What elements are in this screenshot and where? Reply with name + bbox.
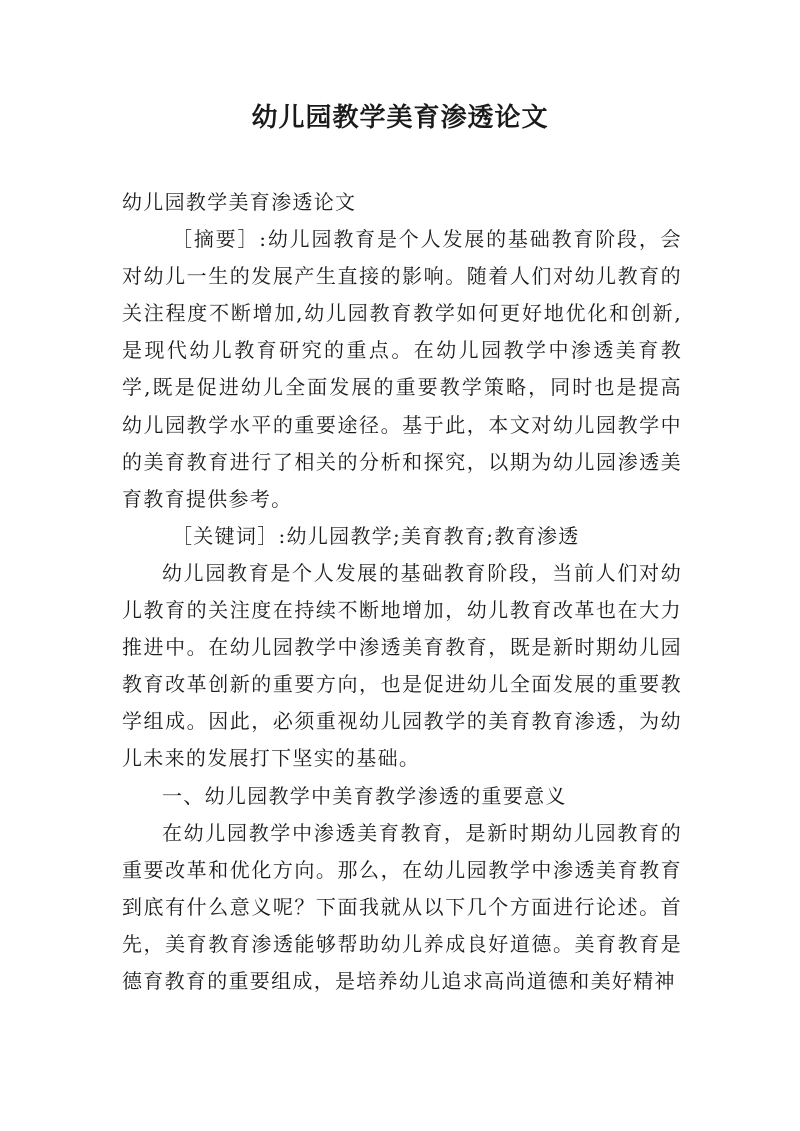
keywords-paragraph: ［关键词］:幼儿园教学;美育教育;教育渗透 bbox=[172, 523, 580, 548]
abstract-paragraph: ［摘要］:幼儿园教育是个人发展的基础教育阶段，会对幼儿一生的发展产生直接的影响。随着人们对幼儿教育的关注程度不断增加,幼儿园教育教学如何更好地优化和创新,是现代幼儿教育研究的重点。在幼儿园教学中渗透美育教学,既是促进幼儿全面发展的重要教学策略，同时也是提高幼儿园教学水平的重要途径。基于此，本文对幼儿园教学中的美育教育进行了相关的分析和探究，以期为幼儿园渗透美育教育提供参考。 bbox=[122, 227, 682, 511]
section-heading: 一、幼儿园教学中美育教学渗透的重要意义 bbox=[162, 783, 567, 808]
document-title: 幼儿园教学美育渗透论文 bbox=[251, 103, 549, 133]
document-subtitle: 幼儿园教学美育渗透论文 bbox=[122, 190, 357, 214]
document-body bbox=[122, 184, 682, 1000]
intro-paragraph: 幼儿园教育是个人发展的基础教育阶段，当前人们对幼儿教育的关注度在持续不断地增加，幼儿教育改革也在大力推进中。在幼儿园教学中渗透美育教育，既是新时期幼儿园教育改革创新的重要方向，也是促进幼儿全面发展的重要教学组成。因此，必须重视幼儿园教学的美育教育渗透，为幼儿未来的发展打下坚实的基础。 bbox=[122, 560, 682, 771]
section-paragraph: 在幼儿园教学中渗透美育教育，是新时期幼儿园教育的重要改革和优化方向。那么，在幼儿园教学中渗透美育教育到底有什么意义呢？下面我就从以下几个方面进行论述。首先，美育教育渗透能够帮助幼儿养成良好道德。美育教育是德育教育的重要组成，是培养幼儿追求高尚道德和美好精神 bbox=[122, 820, 682, 993]
